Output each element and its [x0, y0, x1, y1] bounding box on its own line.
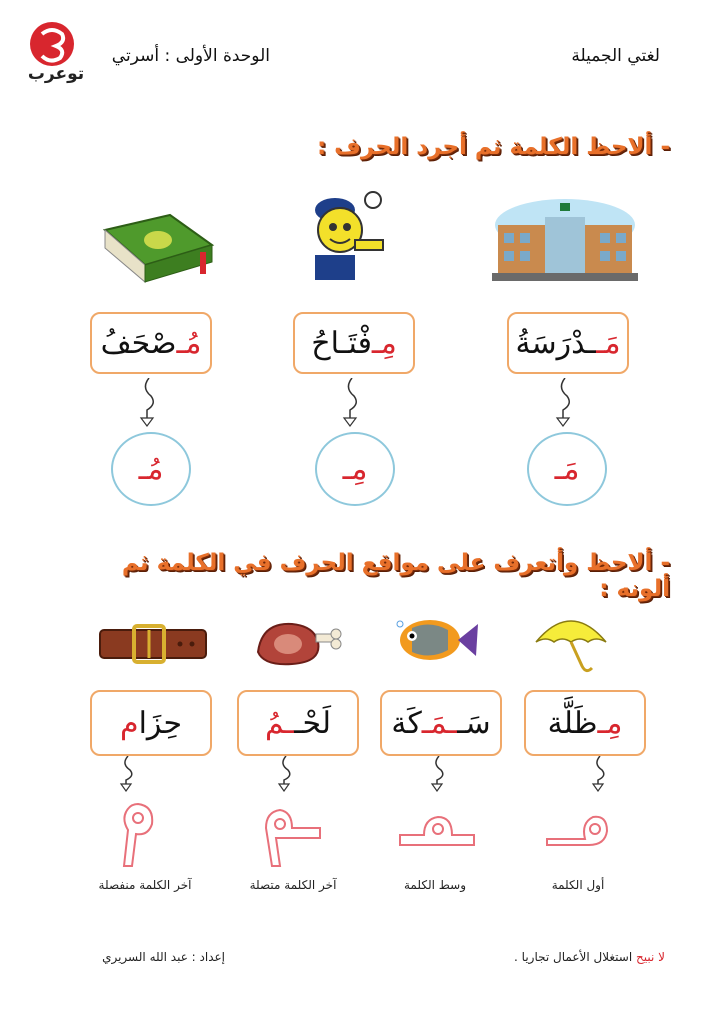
- word-after: ظَلَّة: [547, 705, 598, 741]
- word-box-mushaf: [90, 312, 212, 374]
- letter-circle: مِـ: [315, 432, 395, 506]
- section2-title: - ألاحظ وأتعرف على مواقع الحرف في الكلمة ثم ألونه :: [121, 550, 670, 602]
- letter-meem-final-separate-outline-icon: [118, 800, 158, 870]
- position-label: آخر الكلمة منفصلة: [98, 878, 192, 892]
- word-box-lahm: [237, 690, 359, 756]
- umbrella-icon: [532, 608, 610, 678]
- word-before: حِزَا: [138, 705, 183, 741]
- word-box-mizalla: [524, 690, 646, 756]
- meat-icon: [252, 612, 347, 672]
- arrow-down-icon: [340, 378, 364, 428]
- word-highlight: م: [120, 705, 139, 741]
- arrow-down-icon: [590, 756, 610, 792]
- word-box-madrasa: [507, 312, 629, 374]
- word-highlight: مُـ: [176, 325, 202, 361]
- author-credit: إعداد : عبد الله السريري: [102, 950, 225, 964]
- letter-circle: مُـ: [111, 432, 191, 506]
- word-highlight: مَـ: [595, 325, 621, 361]
- unit-title: الوحدة الأولى : أسرتي: [111, 46, 270, 66]
- copyright-note-rest: استغلال الأعمال تجاريا .: [514, 950, 633, 964]
- letter-circle: مَـ: [527, 432, 607, 506]
- fish-icon: [390, 610, 480, 670]
- logo-text: توعرب: [27, 64, 85, 84]
- quran-book-icon: [100, 210, 215, 290]
- arrow-down-icon: [276, 756, 296, 792]
- key-character-icon: [305, 185, 390, 290]
- word-before: سَـ: [456, 705, 491, 741]
- letter-meem-medial-outline-icon: [398, 805, 476, 853]
- word-box-hizam: [90, 690, 212, 756]
- word-before: لَحْـ: [293, 705, 332, 741]
- copyright-note: [440, 950, 665, 964]
- subject-title: لغتي الجميلة: [571, 46, 660, 66]
- letter-meem-initial-outline-icon: [545, 805, 611, 853]
- arrow-down-icon: [118, 756, 138, 792]
- word-after: كَة: [391, 705, 422, 741]
- word-highlight: ـمَـ: [421, 705, 457, 741]
- word-highlight: مِـ: [371, 325, 397, 361]
- arrow-down-icon: [553, 378, 577, 428]
- word-highlight: ـمُ: [264, 705, 294, 741]
- arrow-down-icon: [429, 756, 449, 792]
- arrow-down-icon: [137, 378, 161, 428]
- word-rest: فْتَـاحُ: [311, 325, 372, 361]
- position-label: آخر الكلمة متصلة: [249, 878, 337, 892]
- letter-meem-final-connected-outline-icon: [258, 798, 322, 870]
- word-rest: صْحَفُ: [100, 325, 177, 361]
- section1-title: - ألاحظ الكلمة ثم أجرد الحرف :: [316, 134, 670, 160]
- position-label: وسط الكلمة: [403, 878, 466, 892]
- word-box-miftah: [293, 312, 415, 374]
- word-rest: ـدْرَسَةُ: [515, 325, 596, 361]
- word-highlight: مِـ: [597, 705, 623, 741]
- position-label: أول الكلمة: [551, 878, 605, 892]
- belt-icon: [98, 620, 208, 668]
- school-building-icon: [490, 195, 640, 285]
- copyright-note-red: لا نبيح: [636, 950, 665, 964]
- word-box-samaka: [380, 690, 502, 756]
- logo: [22, 16, 90, 86]
